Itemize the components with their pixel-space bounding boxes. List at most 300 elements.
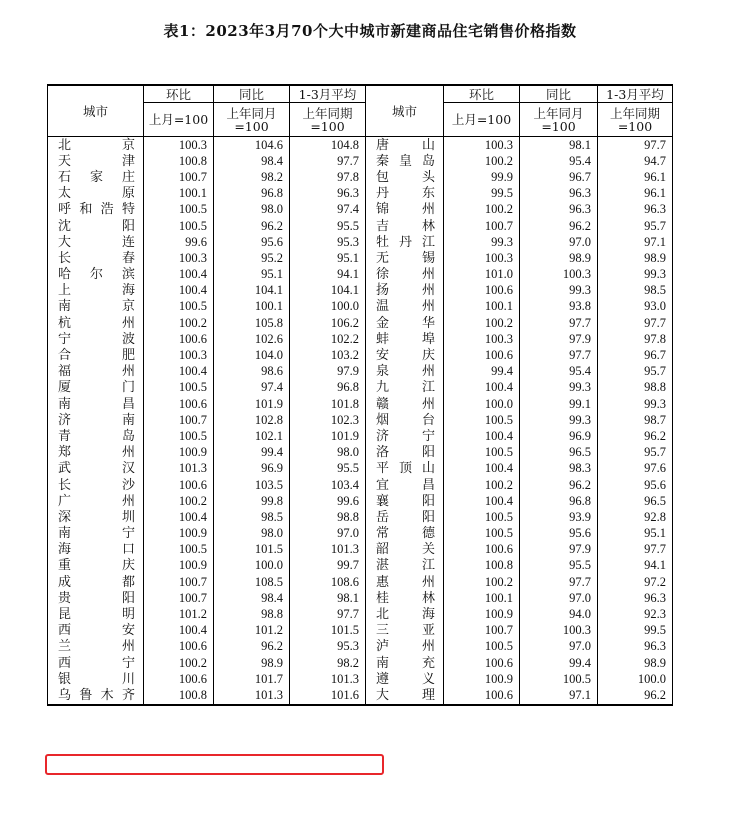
mom-value-left: 100.6 <box>144 671 214 687</box>
avg-value-left: 95.3 <box>290 639 366 655</box>
yoy-value-left: 103.5 <box>214 477 290 493</box>
mom-value-right: 100.2 <box>444 574 520 590</box>
table-row <box>48 671 673 687</box>
city-label: 徐 州 <box>376 267 435 283</box>
table-title: 表1：2023年3月70个大中城市新建商品住宅销售价格指数 <box>163 22 577 40</box>
table-row <box>48 347 673 363</box>
avg-value-right: 95.7 <box>598 218 673 234</box>
avg-value-right: 98.7 <box>598 412 673 428</box>
city-label: 广 州 <box>58 493 135 509</box>
city-label: 洛 阳 <box>376 445 435 461</box>
avg-value-right: 96.2 <box>598 687 673 704</box>
city-name-right <box>366 558 444 574</box>
mom-value-right: 100.7 <box>444 623 520 639</box>
avg-value-right: 95.6 <box>598 477 673 493</box>
avg-header-left: 1-3月平均 <box>290 85 366 103</box>
city-label: 厦 门 <box>58 380 135 396</box>
avg-value-right: 97.2 <box>598 574 673 590</box>
city-name-right <box>366 299 444 315</box>
table-row <box>48 412 673 428</box>
table-row <box>48 574 673 590</box>
avg-value-left: 97.0 <box>290 526 366 542</box>
city-label: 扬 州 <box>376 283 435 299</box>
city-name-left <box>48 380 144 396</box>
mom-value-right: 100.2 <box>444 153 520 169</box>
mom-value-left: 100.4 <box>144 623 214 639</box>
city-label: 金 华 <box>376 315 435 331</box>
city-label: 长 沙 <box>58 477 135 493</box>
table-row <box>48 493 673 509</box>
city-label: 合 肥 <box>58 348 135 364</box>
city-name-right <box>366 461 444 477</box>
avg-value-left: 99.6 <box>290 493 366 509</box>
city-name-left <box>48 623 144 639</box>
avg-value-left: 95.5 <box>290 461 366 477</box>
city-name-left <box>48 526 144 542</box>
city-label: 湛 江 <box>376 558 435 574</box>
avg-value-left: 101.9 <box>290 428 366 444</box>
avg-value-right: 97.8 <box>598 331 673 347</box>
table-row <box>48 153 673 169</box>
city-label: 重 庆 <box>58 558 135 574</box>
mom-value-right: 100.3 <box>444 331 520 347</box>
avg-value-right: 96.1 <box>598 169 673 185</box>
city-name-left <box>48 493 144 509</box>
mom-value-left: 100.3 <box>144 137 214 154</box>
avg-value-left: 97.4 <box>290 202 366 218</box>
city-label: 杭 州 <box>58 315 135 331</box>
table-row <box>48 639 673 655</box>
table-row <box>48 445 673 461</box>
city-label: 宁 波 <box>58 331 135 347</box>
avg-value-left: 101.5 <box>290 623 366 639</box>
avg-value-right: 96.2 <box>598 428 673 444</box>
avg-value-right: 95.7 <box>598 364 673 380</box>
mom-value-right: 100.5 <box>444 526 520 542</box>
avg-value-left: 104.8 <box>290 137 366 154</box>
avg-value-left: 99.7 <box>290 558 366 574</box>
avg-value-right: 97.7 <box>598 137 673 154</box>
table-row <box>48 655 673 671</box>
city-label: 襄 阳 <box>376 493 435 509</box>
table-row <box>48 169 673 185</box>
mom-value-left: 100.5 <box>144 202 214 218</box>
city-name-left <box>48 509 144 525</box>
city-name-right <box>366 509 444 525</box>
avg-base-left: 上年同期 =100 <box>290 103 366 137</box>
avg-value-left: 106.2 <box>290 315 366 331</box>
yoy-value-left: 96.8 <box>214 186 290 202</box>
yoy-value-left: 104.1 <box>214 283 290 299</box>
city-name-right <box>366 234 444 250</box>
mom-value-right: 99.5 <box>444 186 520 202</box>
avg-value-right: 99.3 <box>598 396 673 412</box>
avg-value-right: 97.6 <box>598 461 673 477</box>
city-name-left <box>48 412 144 428</box>
yoy-value-right: 96.5 <box>520 445 598 461</box>
mom-value-left: 100.4 <box>144 509 214 525</box>
city-name-left <box>48 428 144 444</box>
city-label: 南 充 <box>376 655 435 671</box>
city-label: 银 川 <box>58 671 135 687</box>
city-label: 北 海 <box>376 607 435 623</box>
city-name-left <box>48 639 144 655</box>
city-name-right <box>366 396 444 412</box>
yoy-value-right: 94.0 <box>520 606 598 622</box>
city-label: 烟 台 <box>376 412 435 428</box>
yoy-value-left: 102.8 <box>214 412 290 428</box>
city-label: 太 原 <box>58 186 135 202</box>
avg-value-right: 96.3 <box>598 590 673 606</box>
table-row <box>48 137 673 154</box>
avg-value-right: 95.7 <box>598 445 673 461</box>
table-row <box>48 590 673 606</box>
yoy-value-left: 97.4 <box>214 380 290 396</box>
table-row <box>48 299 673 315</box>
avg-value-right: 97.1 <box>598 234 673 250</box>
yoy-value-right: 97.0 <box>520 639 598 655</box>
mom-value-right: 100.2 <box>444 202 520 218</box>
city-label: 兰 州 <box>58 639 135 655</box>
city-name-left <box>48 574 144 590</box>
table-row <box>48 509 673 525</box>
city-name-right <box>366 445 444 461</box>
yoy-value-right: 99.3 <box>520 283 598 299</box>
table-row <box>48 186 673 202</box>
yoy-value-right: 99.4 <box>520 655 598 671</box>
city-label: 哈尔滨 <box>58 267 135 283</box>
yoy-base-right: 上年同月 =100 <box>520 103 598 137</box>
avg-value-left: 101.3 <box>290 671 366 687</box>
yoy-value-right: 97.0 <box>520 590 598 606</box>
mom-value-right: 100.9 <box>444 671 520 687</box>
yoy-value-right: 97.9 <box>520 331 598 347</box>
city-label: 南 宁 <box>58 526 135 542</box>
table-row <box>48 623 673 639</box>
city-header-right: 城市 <box>366 85 444 137</box>
city-name-right <box>366 687 444 704</box>
city-name-right <box>366 574 444 590</box>
mom-value-right: 100.6 <box>444 283 520 299</box>
city-name-right <box>366 153 444 169</box>
avg-value-right: 100.0 <box>598 671 673 687</box>
city-name-right <box>366 412 444 428</box>
mom-value-left: 100.9 <box>144 445 214 461</box>
yoy-value-left: 98.5 <box>214 509 290 525</box>
avg-value-left: 97.7 <box>290 153 366 169</box>
yoy-value-right: 99.1 <box>520 396 598 412</box>
mom-value-right: 100.4 <box>444 493 520 509</box>
city-label: 济 南 <box>58 412 135 428</box>
city-name-left <box>48 250 144 266</box>
yoy-header-left: 同比 <box>214 85 290 103</box>
city-label: 石家庄 <box>58 169 135 185</box>
mom-value-left: 100.6 <box>144 396 214 412</box>
mom-value-right: 100.3 <box>444 137 520 154</box>
yoy-value-right: 96.2 <box>520 477 598 493</box>
city-name-left <box>48 267 144 283</box>
city-name-left <box>48 655 144 671</box>
city-label: 泸 州 <box>376 639 435 655</box>
yoy-value-right: 95.4 <box>520 153 598 169</box>
city-header-left: 城市 <box>48 85 144 137</box>
table-row <box>48 380 673 396</box>
avg-value-left: 101.6 <box>290 687 366 704</box>
mom-value-left: 100.8 <box>144 153 214 169</box>
table-row <box>48 250 673 266</box>
city-name-right <box>366 186 444 202</box>
city-label: 无 锡 <box>376 250 435 266</box>
city-label: 南 京 <box>58 299 135 315</box>
city-name-right <box>366 169 444 185</box>
mom-header-right: 环比 <box>444 85 520 103</box>
avg-value-right: 94.1 <box>598 558 673 574</box>
yoy-value-right: 93.8 <box>520 299 598 315</box>
city-label: 长 春 <box>58 250 135 266</box>
avg-value-right: 96.7 <box>598 347 673 363</box>
mom-value-right: 100.5 <box>444 509 520 525</box>
mom-value-left: 100.3 <box>144 347 214 363</box>
yoy-value-left: 104.0 <box>214 347 290 363</box>
yoy-value-right: 96.3 <box>520 186 598 202</box>
city-name-left <box>48 590 144 606</box>
yoy-value-right: 95.4 <box>520 364 598 380</box>
mom-value-right: 100.6 <box>444 687 520 704</box>
table-row <box>48 687 673 704</box>
avg-value-right: 94.7 <box>598 153 673 169</box>
mom-value-right: 100.8 <box>444 558 520 574</box>
yoy-value-right: 93.9 <box>520 509 598 525</box>
avg-value-right: 96.3 <box>598 202 673 218</box>
city-label: 安 庆 <box>376 348 435 364</box>
city-label: 大 理 <box>376 687 435 703</box>
avg-value-right: 96.5 <box>598 493 673 509</box>
mom-header-left: 环比 <box>144 85 214 103</box>
table-row <box>48 218 673 234</box>
avg-value-right: 93.0 <box>598 299 673 315</box>
mom-value-right: 100.4 <box>444 380 520 396</box>
city-label: 韶 关 <box>376 542 435 558</box>
mom-value-right: 100.6 <box>444 655 520 671</box>
table-row <box>48 477 673 493</box>
avg-value-left: 103.4 <box>290 477 366 493</box>
mom-value-left: 101.3 <box>144 461 214 477</box>
avg-value-left: 97.8 <box>290 169 366 185</box>
avg-value-right: 99.3 <box>598 267 673 283</box>
mom-value-right: 100.4 <box>444 428 520 444</box>
city-label: 宜 昌 <box>376 477 435 493</box>
yoy-value-left: 95.2 <box>214 250 290 266</box>
city-name-right <box>366 315 444 331</box>
city-name-left <box>48 283 144 299</box>
mom-value-left: 100.7 <box>144 412 214 428</box>
yoy-value-left: 98.4 <box>214 590 290 606</box>
yoy-value-left: 95.6 <box>214 234 290 250</box>
yoy-value-left: 101.9 <box>214 396 290 412</box>
avg-value-right: 97.7 <box>598 542 673 558</box>
mom-value-left: 100.8 <box>144 687 214 704</box>
mom-value-left: 100.4 <box>144 364 214 380</box>
city-name-left <box>48 687 144 704</box>
mom-value-left: 100.5 <box>144 380 214 396</box>
mom-value-left: 100.4 <box>144 267 214 283</box>
avg-value-left: 98.1 <box>290 590 366 606</box>
city-name-right <box>366 493 444 509</box>
avg-value-left: 108.6 <box>290 574 366 590</box>
city-name-right <box>366 477 444 493</box>
avg-value-right: 92.8 <box>598 509 673 525</box>
city-name-left <box>48 218 144 234</box>
mom-value-left: 100.9 <box>144 526 214 542</box>
mom-value-right: 101.0 <box>444 267 520 283</box>
yoy-value-left: 105.8 <box>214 315 290 331</box>
highlight-box-yinchuan <box>45 754 384 775</box>
yoy-value-left: 98.6 <box>214 364 290 380</box>
table-row <box>48 526 673 542</box>
city-label: 昆 明 <box>58 607 135 623</box>
city-label: 西 安 <box>58 623 135 639</box>
mom-value-right: 100.7 <box>444 218 520 234</box>
avg-value-right: 96.1 <box>598 186 673 202</box>
yoy-value-left: 95.1 <box>214 267 290 283</box>
mom-value-left: 99.6 <box>144 234 214 250</box>
yoy-value-left: 100.0 <box>214 558 290 574</box>
yoy-value-right: 97.7 <box>520 574 598 590</box>
table-row <box>48 331 673 347</box>
yoy-value-left: 98.4 <box>214 153 290 169</box>
city-label: 遵 义 <box>376 671 435 687</box>
mom-value-left: 100.5 <box>144 542 214 558</box>
city-name-right <box>366 590 444 606</box>
city-name-left <box>48 671 144 687</box>
table-row <box>48 267 673 283</box>
yoy-value-left: 96.9 <box>214 461 290 477</box>
city-label: 蚌 埠 <box>376 331 435 347</box>
mom-value-right: 100.2 <box>444 477 520 493</box>
city-label: 济 宁 <box>376 428 435 444</box>
table-row <box>48 542 673 558</box>
city-label: 丹 东 <box>376 186 435 202</box>
yoy-value-right: 96.8 <box>520 493 598 509</box>
avg-value-left: 101.3 <box>290 542 366 558</box>
yoy-value-left: 98.9 <box>214 655 290 671</box>
city-name-left <box>48 186 144 202</box>
mom-value-left: 100.1 <box>144 186 214 202</box>
city-label: 九 江 <box>376 380 435 396</box>
yoy-value-left: 102.6 <box>214 331 290 347</box>
mom-value-right: 99.3 <box>444 234 520 250</box>
yoy-value-left: 98.8 <box>214 606 290 622</box>
city-label: 平顶山 <box>376 461 435 477</box>
city-name-left <box>48 606 144 622</box>
mom-value-left: 100.6 <box>144 639 214 655</box>
mom-value-right: 100.1 <box>444 590 520 606</box>
city-label: 青 岛 <box>58 428 135 444</box>
mom-value-left: 100.2 <box>144 655 214 671</box>
yoy-value-right: 95.5 <box>520 558 598 574</box>
avg-value-right: 96.3 <box>598 639 673 655</box>
yoy-value-left: 101.3 <box>214 687 290 704</box>
avg-value-left: 97.9 <box>290 364 366 380</box>
city-name-left <box>48 137 144 154</box>
table-row <box>48 606 673 622</box>
mom-value-left: 100.6 <box>144 477 214 493</box>
city-name-left <box>48 477 144 493</box>
city-name-right <box>366 428 444 444</box>
mom-value-left: 100.6 <box>144 331 214 347</box>
yoy-value-left: 98.2 <box>214 169 290 185</box>
avg-value-left: 95.5 <box>290 218 366 234</box>
avg-value-left: 97.7 <box>290 606 366 622</box>
yoy-value-right: 99.3 <box>520 412 598 428</box>
yoy-value-right: 98.1 <box>520 137 598 154</box>
city-name-right <box>366 283 444 299</box>
avg-value-left: 102.2 <box>290 331 366 347</box>
mom-value-left: 100.9 <box>144 558 214 574</box>
city-name-left <box>48 347 144 363</box>
avg-value-left: 95.1 <box>290 250 366 266</box>
mom-value-right: 100.5 <box>444 445 520 461</box>
mom-value-right: 99.4 <box>444 364 520 380</box>
city-name-right <box>366 250 444 266</box>
yoy-value-right: 97.1 <box>520 687 598 704</box>
avg-value-left: 103.2 <box>290 347 366 363</box>
table-body <box>48 137 673 705</box>
table-row <box>48 234 673 250</box>
table-row <box>48 283 673 299</box>
avg-value-left: 98.8 <box>290 509 366 525</box>
city-label: 三 亚 <box>376 623 435 639</box>
city-label: 乌鲁木齐 <box>58 687 135 703</box>
mom-value-left: 100.4 <box>144 283 214 299</box>
city-label: 惠 州 <box>376 574 435 590</box>
city-name-left <box>48 461 144 477</box>
city-label: 常 德 <box>376 526 435 542</box>
mom-value-right: 99.9 <box>444 169 520 185</box>
table-row <box>48 315 673 331</box>
avg-value-left: 95.3 <box>290 234 366 250</box>
avg-value-right: 99.5 <box>598 623 673 639</box>
city-label: 包 头 <box>376 169 435 185</box>
city-label: 岳 阳 <box>376 509 435 525</box>
yoy-value-right: 96.2 <box>520 218 598 234</box>
mom-value-right: 100.6 <box>444 347 520 363</box>
yoy-value-right: 96.3 <box>520 202 598 218</box>
yoy-value-left: 108.5 <box>214 574 290 590</box>
city-label: 西 宁 <box>58 655 135 671</box>
city-label: 呼和浩特 <box>58 202 135 218</box>
table-row <box>48 461 673 477</box>
city-label: 武 汉 <box>58 461 135 477</box>
avg-value-left: 102.3 <box>290 412 366 428</box>
yoy-value-left: 100.1 <box>214 299 290 315</box>
city-label: 天 津 <box>58 153 135 169</box>
yoy-value-right: 98.3 <box>520 461 598 477</box>
city-label: 上 海 <box>58 283 135 299</box>
price-index-table <box>47 84 673 706</box>
mom-base-left: 上月=100 <box>144 103 214 137</box>
avg-value-right: 95.1 <box>598 526 673 542</box>
yoy-value-left: 96.2 <box>214 218 290 234</box>
city-label: 温 州 <box>376 299 435 315</box>
mom-value-right: 100.6 <box>444 542 520 558</box>
city-name-left <box>48 299 144 315</box>
yoy-value-right: 100.3 <box>520 623 598 639</box>
mom-value-right: 100.2 <box>444 315 520 331</box>
yoy-value-right: 96.7 <box>520 169 598 185</box>
avg-value-left: 96.8 <box>290 380 366 396</box>
mom-value-left: 100.7 <box>144 590 214 606</box>
